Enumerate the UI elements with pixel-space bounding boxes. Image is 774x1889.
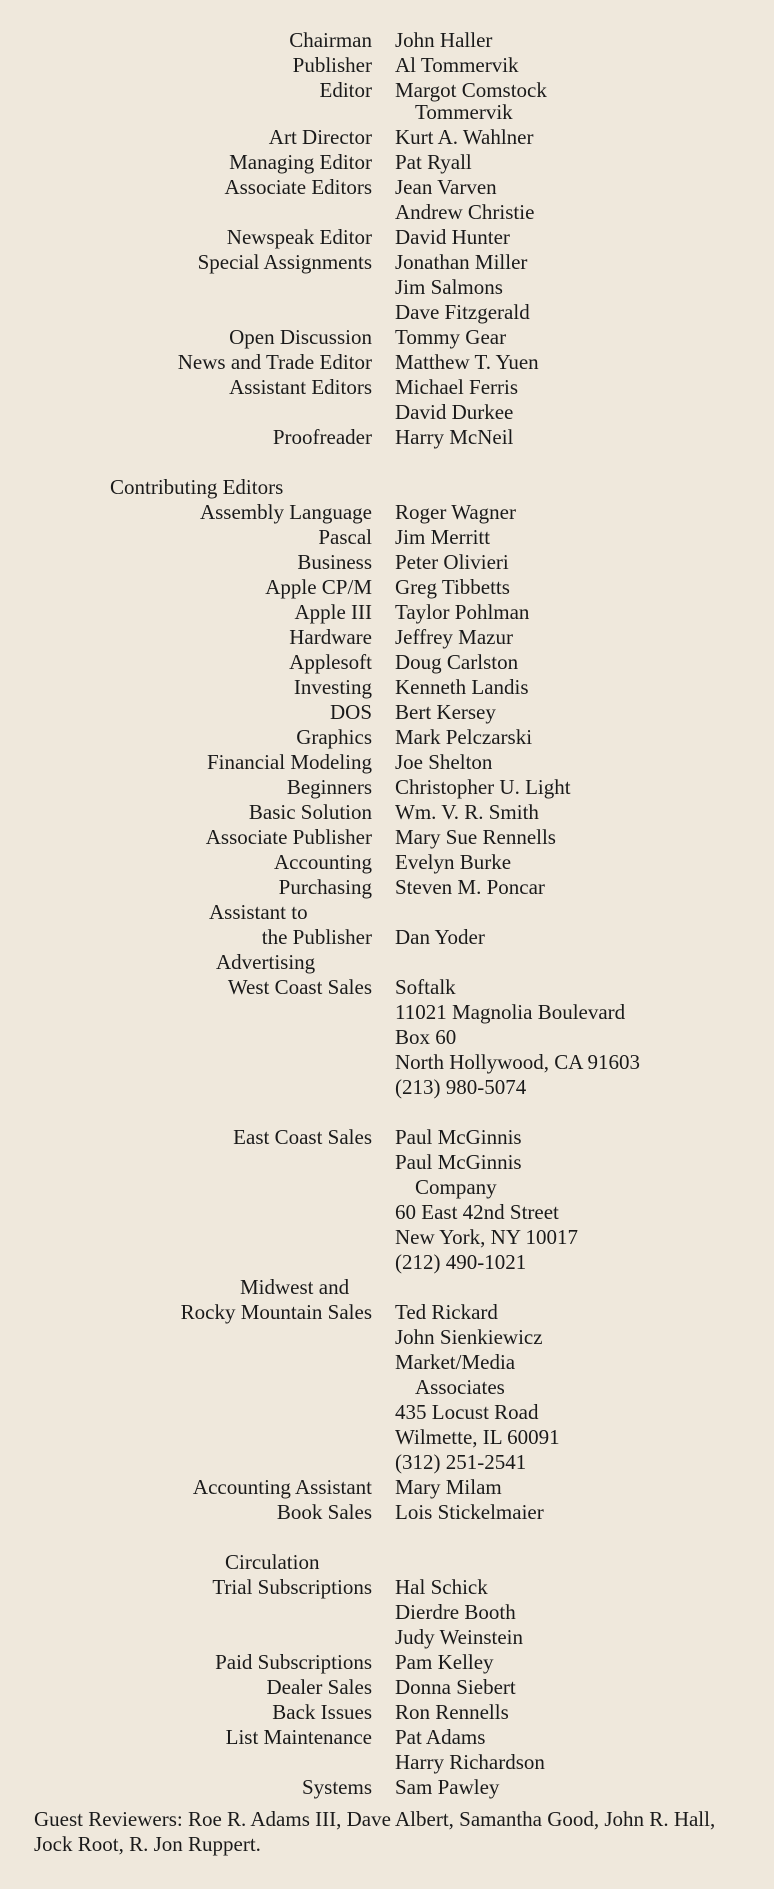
- role-label: Graphics: [296, 725, 372, 749]
- role-label: Basic Solution: [248, 800, 372, 824]
- person-name: Paul McGinnis: [395, 1150, 522, 1174]
- person-name: Pat Ryall: [395, 150, 472, 174]
- masthead-row: [0, 225, 774, 250]
- masthead-row: [0, 1250, 774, 1275]
- person-name: David Hunter: [395, 225, 510, 249]
- person-name: Kurt A. Wahlner: [395, 125, 534, 149]
- masthead-row: [0, 650, 774, 675]
- role-label: Accounting Assistant: [192, 1475, 372, 1499]
- person-name: (312) 251-2541: [395, 1450, 527, 1474]
- masthead-row: [0, 1650, 774, 1675]
- masthead-row: [0, 725, 774, 750]
- person-name: Dave Fitzgerald: [395, 300, 530, 324]
- masthead-row: [0, 1300, 774, 1325]
- masthead-row: [0, 700, 774, 725]
- person-name: 435 Locust Road: [395, 1400, 539, 1424]
- role-label: Dealer Sales: [266, 1675, 372, 1699]
- masthead-row: [0, 775, 774, 800]
- masthead-row: [0, 525, 774, 550]
- masthead-row: [0, 1425, 774, 1450]
- person-name: Al Tommervik: [395, 53, 519, 77]
- person-name: Joe Shelton: [395, 750, 493, 774]
- masthead-row: [0, 425, 774, 450]
- person-name: Harry McNeil: [395, 425, 514, 449]
- masthead-row: [0, 1600, 774, 1625]
- person-name: Associates: [415, 1375, 505, 1399]
- person-name: Softalk: [395, 975, 456, 999]
- guest-reviewers: Guest Reviewers: Roe R. Adams III, Dave Albert, Samantha Good, John R. Hall, Jock Root, R. Jon Ruppert.: [34, 1807, 716, 1856]
- masthead-row: [0, 1075, 774, 1100]
- masthead-row: [0, 750, 774, 775]
- masthead-row: [0, 675, 774, 700]
- masthead-row: [0, 575, 774, 600]
- role-label: Apple CP/M: [265, 575, 372, 599]
- masthead-row: [0, 300, 774, 325]
- role-label: Newspeak Editor: [226, 225, 372, 249]
- masthead-row: [0, 550, 774, 575]
- role-label: Financial Modeling: [206, 750, 372, 774]
- masthead-row: [0, 1575, 774, 1600]
- role-label: Proofreader: [272, 425, 372, 449]
- masthead-row: [0, 175, 774, 200]
- role-label: East Coast Sales: [233, 1125, 372, 1149]
- role-label: Midwest and: [240, 1275, 350, 1299]
- role-label: Assistant to: [209, 900, 308, 924]
- masthead-row: [0, 950, 774, 975]
- masthead-row: [0, 350, 774, 375]
- masthead-row: [0, 1175, 774, 1200]
- person-name: Jonathan Miller: [395, 250, 528, 274]
- person-name: Jeffrey Mazur: [395, 625, 513, 649]
- masthead-row: [0, 900, 774, 925]
- person-name: Ted Rickard: [395, 1300, 498, 1324]
- role-label: Open Discussion: [229, 325, 372, 349]
- person-name: John Haller: [395, 28, 493, 52]
- masthead-row: [0, 1775, 774, 1800]
- masthead-row: [0, 1550, 774, 1575]
- masthead-row: [0, 375, 774, 400]
- masthead-row: [0, 875, 774, 900]
- person-name: Mark Pelczarski: [395, 725, 533, 749]
- person-name: Steven M. Poncar: [395, 875, 545, 899]
- masthead-row: [0, 1450, 774, 1475]
- person-name: Michael Ferris: [395, 375, 519, 399]
- person-name: David Durkee: [395, 400, 514, 424]
- role-label: Back Issues: [272, 1700, 372, 1724]
- person-name: Wilmette, IL 60091: [395, 1425, 560, 1449]
- person-name: Ron Rennells: [395, 1700, 509, 1724]
- masthead-row: [0, 1675, 774, 1700]
- masthead-row: [0, 475, 774, 500]
- masthead-row: [0, 825, 774, 850]
- person-name: Taylor Pohlman: [395, 600, 530, 624]
- person-name: Donna Siebert: [395, 1675, 516, 1699]
- role-label: Hardware: [289, 625, 372, 649]
- person-name: Mary Milam: [395, 1475, 502, 1499]
- person-name: Evelyn Burke: [395, 850, 512, 874]
- role-label: DOS: [329, 700, 372, 724]
- masthead-row: [0, 1125, 774, 1150]
- masthead-row: [0, 1700, 774, 1725]
- person-name: Pat Adams: [395, 1725, 486, 1749]
- masthead-row: [0, 275, 774, 300]
- masthead-row: [0, 1275, 774, 1300]
- person-name: John Sienkiewicz: [395, 1325, 543, 1349]
- masthead-row: [0, 1375, 774, 1400]
- masthead-row: [0, 150, 774, 175]
- person-name: North Hollywood, CA 91603: [395, 1050, 641, 1074]
- masthead-row: [0, 1025, 774, 1050]
- person-name: (212) 490-1021: [395, 1250, 527, 1274]
- person-name: Tommy Gear: [395, 325, 507, 349]
- person-name: 60 East 42nd Street: [395, 1200, 559, 1224]
- role-label: List Maintenance: [225, 1725, 372, 1749]
- masthead-row: [0, 1500, 774, 1525]
- person-name: Paul McGinnis: [395, 1125, 522, 1149]
- role-label: Editor: [319, 78, 372, 102]
- person-name: Harry Richardson: [395, 1750, 545, 1774]
- masthead-row: [0, 1625, 774, 1650]
- masthead-row: [0, 250, 774, 275]
- person-name: Dierdre Booth: [395, 1600, 516, 1624]
- person-name: Dan Yoder: [395, 925, 485, 949]
- person-name: Hal Schick: [395, 1575, 488, 1599]
- role-label: Business: [297, 550, 372, 574]
- role-label: Contributing Editors: [110, 475, 284, 499]
- person-name: Judy Weinstein: [395, 1625, 523, 1649]
- person-name: Christopher U. Light: [395, 775, 571, 799]
- role-label: Associate Editors: [224, 175, 372, 199]
- masthead-row: [0, 600, 774, 625]
- role-label: Circulation: [225, 1550, 320, 1574]
- person-name: Sam Pawley: [395, 1775, 500, 1799]
- masthead-row: [0, 625, 774, 650]
- role-label: Accounting: [274, 850, 372, 874]
- person-name: New York, NY 10017: [395, 1225, 578, 1249]
- masthead-row: [0, 200, 774, 225]
- role-label: Managing Editor: [229, 150, 372, 174]
- masthead-row: [0, 325, 774, 350]
- masthead-row: [0, 1725, 774, 1750]
- role-label: Purchasing: [278, 875, 372, 899]
- person-name: Peter Olivieri: [395, 550, 509, 574]
- role-label: Special Assignments: [197, 250, 372, 274]
- masthead-row: [0, 1750, 774, 1775]
- person-name: (213) 980-5074: [395, 1075, 527, 1099]
- masthead-row: [0, 1475, 774, 1500]
- person-name: Jim Salmons: [395, 275, 503, 299]
- masthead-row: [0, 975, 774, 1000]
- masthead-row: [0, 125, 774, 150]
- masthead-row: [0, 28, 774, 53]
- role-label: Assembly Language: [199, 500, 372, 524]
- role-label: Associate Publisher: [205, 825, 372, 849]
- masthead-row: [0, 400, 774, 425]
- role-label: Book Sales: [276, 1500, 372, 1524]
- person-name: Mary Sue Rennells: [395, 825, 556, 849]
- person-name: Lois Stickelmaier: [395, 1500, 544, 1524]
- person-name: Wm. V. R. Smith: [395, 800, 539, 824]
- masthead-row: [0, 1400, 774, 1425]
- person-name: Box 60: [395, 1025, 457, 1049]
- role-label: Applesoft: [289, 650, 372, 674]
- person-name: Kenneth Landis: [395, 675, 529, 699]
- role-label: News and Trade Editor: [177, 350, 372, 374]
- person-name: Jean Varven: [395, 175, 497, 199]
- person-name: 11021 Magnolia Boulevard: [395, 1000, 626, 1024]
- masthead-row: [0, 1050, 774, 1075]
- role-label: Investing: [293, 675, 372, 699]
- role-label: Beginners: [286, 775, 372, 799]
- masthead-row: [0, 1325, 774, 1350]
- masthead-row: [0, 1350, 774, 1375]
- role-label: Systems: [301, 1775, 372, 1799]
- person-name: Margot Comstock: [395, 78, 547, 102]
- masthead-row: [0, 800, 774, 825]
- role-label: Apple III: [294, 600, 372, 624]
- role-label: Assistant Editors: [229, 375, 372, 399]
- masthead-row: [0, 1000, 774, 1025]
- role-label: Trial Subscriptions: [212, 1575, 372, 1599]
- role-label: Rocky Mountain Sales: [180, 1300, 372, 1324]
- person-name: Greg Tibbetts: [395, 575, 510, 599]
- person-name: Bert Kersey: [395, 700, 496, 724]
- role-label: Advertising: [216, 950, 316, 974]
- person-name: Doug Carlston: [395, 650, 519, 674]
- role-label: Publisher: [292, 53, 372, 77]
- masthead-row: [0, 1225, 774, 1250]
- masthead-row: [0, 925, 774, 950]
- person-name: Market/Media: [395, 1350, 516, 1374]
- person-name: Pam Kelley: [395, 1650, 494, 1674]
- masthead-row: [0, 850, 774, 875]
- masthead-row: [0, 100, 774, 125]
- role-label: Paid Subscriptions: [215, 1650, 372, 1674]
- masthead-row: [0, 500, 774, 525]
- person-name: Jim Merritt: [395, 525, 491, 549]
- person-name: Company: [415, 1175, 497, 1199]
- person-name: Andrew Christie: [395, 200, 535, 224]
- person-name: Tommervik: [415, 100, 513, 124]
- person-name: Matthew T. Yuen: [395, 350, 539, 374]
- role-label: West Coast Sales: [227, 975, 372, 999]
- person-name: Roger Wagner: [395, 500, 516, 524]
- masthead-row: [0, 1150, 774, 1175]
- masthead-row: [0, 1200, 774, 1225]
- role-label: Pascal: [318, 525, 372, 549]
- role-label: the Publisher: [261, 925, 372, 949]
- role-label: Chairman: [289, 28, 372, 52]
- role-label: Art Director: [268, 125, 372, 149]
- masthead-row: [0, 53, 774, 78]
